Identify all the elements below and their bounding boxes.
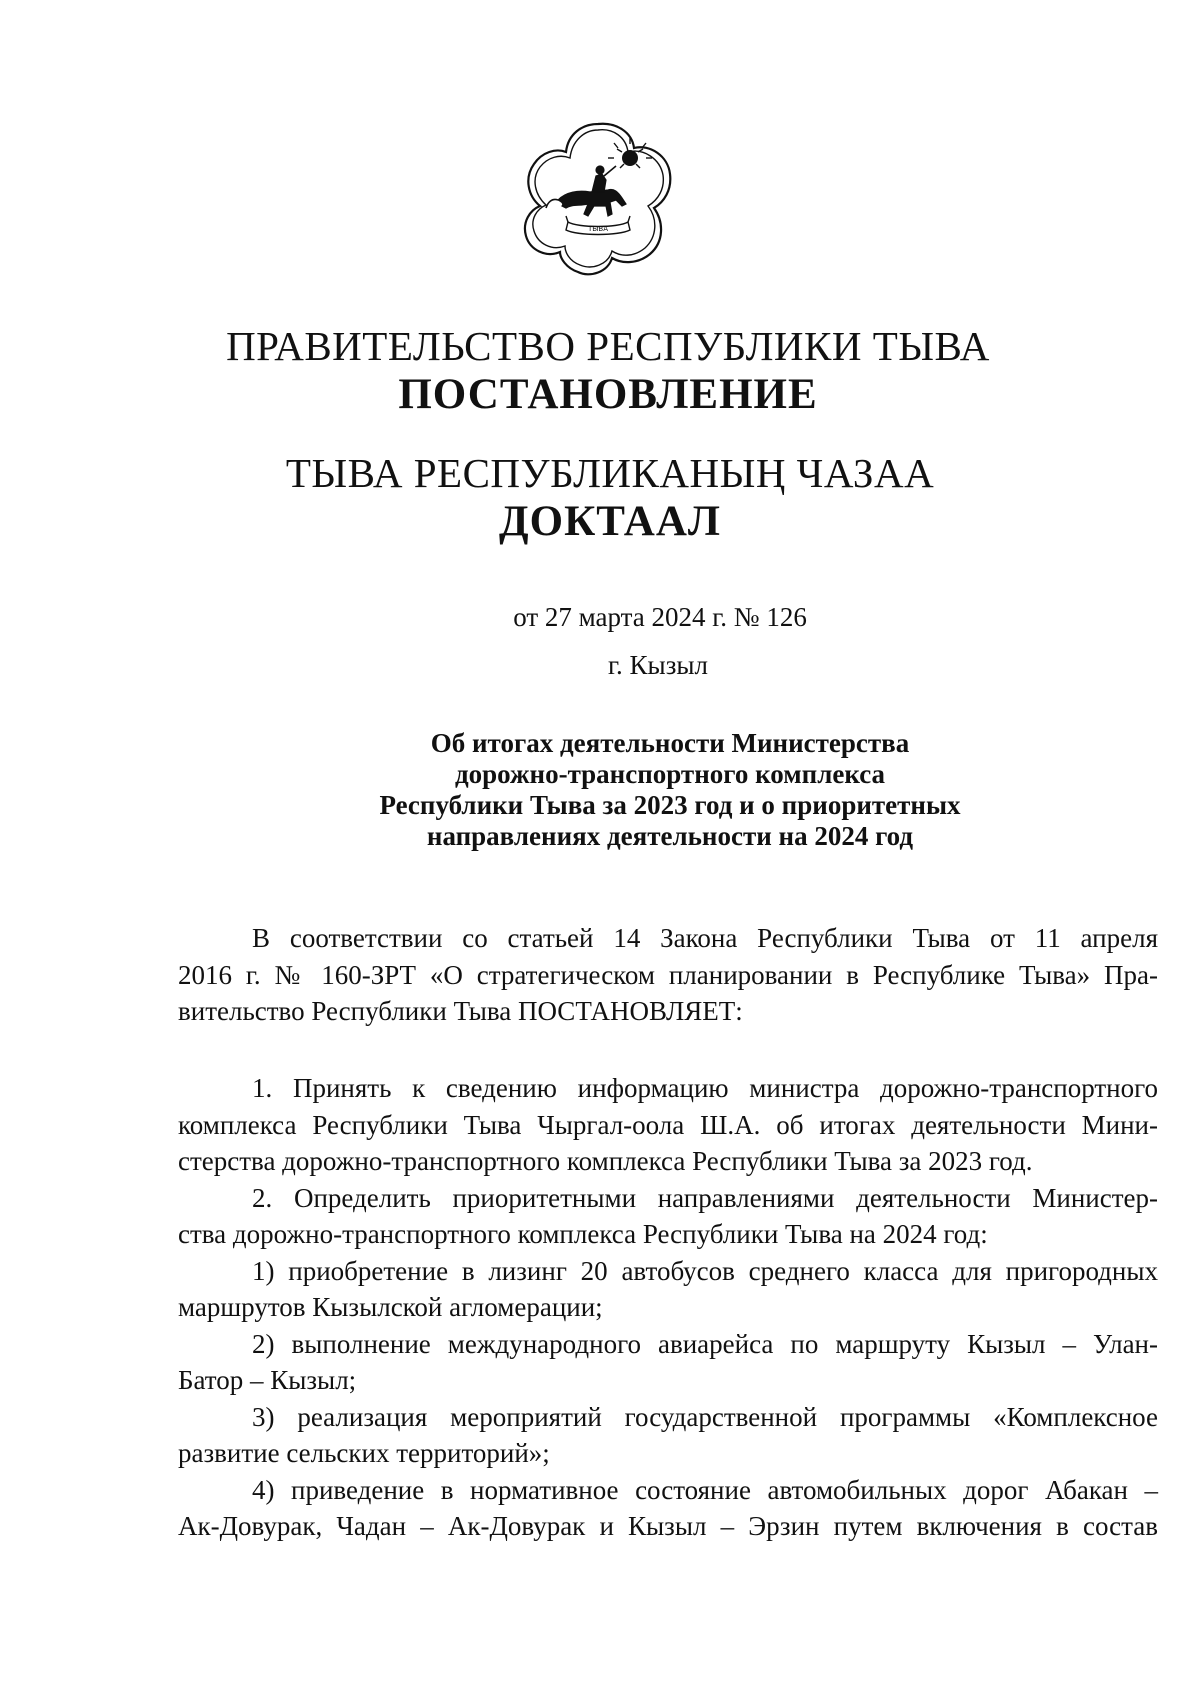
subject-line: Об итогах деятельности Министерства xyxy=(430,728,910,758)
text-line: маршрутов Кызылской агломерации; xyxy=(178,1292,603,1322)
text-line: 1) приобретение в лизинг 20 автобусов среднего класса для пригородных xyxy=(252,1255,1158,1286)
government-title-tyv: ТЫВА РЕСПУБЛИКАНЫҢ ЧАЗАА xyxy=(285,450,935,496)
item-1-paragraph xyxy=(178,1070,1158,1180)
text-line: комплекса Республики Тыва Чыргал-оола Ш.А. об итогах деятельности Мини- xyxy=(178,1109,1158,1140)
document-subject xyxy=(300,728,1040,852)
text-line: 2) выполнение международного авиарейса по маршруту Кызыл – Улан- xyxy=(252,1328,1158,1359)
text-line: 2. Определить приоритетными направлениями деятельности Министер- xyxy=(252,1182,1158,1213)
text-line: развитие сельских территорий»; xyxy=(178,1438,550,1468)
text-line: В соответствии со статьей 14 Закона Республики Тыва от 11 апреля xyxy=(252,923,1158,953)
text-line: ства дорожно-транспортного комплекса Республики Тыва на 2024 год: xyxy=(178,1219,988,1249)
text-line: Батор – Кызыл; xyxy=(178,1365,357,1395)
text-line: 4) приведение в нормативное состояние автомобильных дорог Абакан – xyxy=(252,1474,1158,1505)
preamble-paragraph xyxy=(178,920,1158,1030)
text-line: вительство Республики Тыва ПОСТАНОВЛЯЕТ: xyxy=(178,996,743,1026)
subject-line: дорожно-транспортного комплекса xyxy=(454,759,886,789)
subitem-3-paragraph xyxy=(178,1399,1158,1472)
text-line: 3) реализация мероприятий государственной программы «Комплексное xyxy=(252,1401,1158,1432)
resolution-items xyxy=(178,1070,1158,1545)
act-type-tyv: ДОКТААЛ xyxy=(499,498,721,545)
text-line: Ак-Довурак, Чадан – Ак-Довурак и Кызыл – Эрзин путем включения в состав xyxy=(178,1511,1158,1541)
text-line: стерства дорожно-транспортного комплекса Республики Тыва за 2023 год. xyxy=(178,1146,1033,1176)
item-2-paragraph xyxy=(178,1180,1158,1253)
subitem-2-paragraph xyxy=(178,1326,1158,1399)
text-line: 2016 г. № 160-ЗРТ «О стратегическом планировании в Республике Тыва» Пра- xyxy=(178,959,1158,990)
government-title-ru: ПРАВИТЕЛЬСТВО РЕСПУБЛИКИ ТЫВА xyxy=(226,323,990,369)
coat-of-arms-emblem xyxy=(518,118,678,282)
subject-line: направлениях деятельности на 2024 год xyxy=(426,821,914,851)
document-city: г. Кызыл xyxy=(608,650,708,680)
subitem-4-paragraph xyxy=(178,1472,1158,1545)
subitem-1-paragraph xyxy=(178,1253,1158,1326)
document-date-number: от 27 марта 2024 г. № 126 xyxy=(513,602,807,632)
subject-line: Республики Тыва за 2023 год и о приоритетных xyxy=(379,790,961,820)
act-type-ru: ПОСТАНОВЛЕНИЕ xyxy=(398,371,818,418)
emblem-text: ТЫВА xyxy=(587,225,609,233)
text-line: 1. Принять к сведению информацию министра дорожно-транспортного xyxy=(252,1073,1158,1103)
